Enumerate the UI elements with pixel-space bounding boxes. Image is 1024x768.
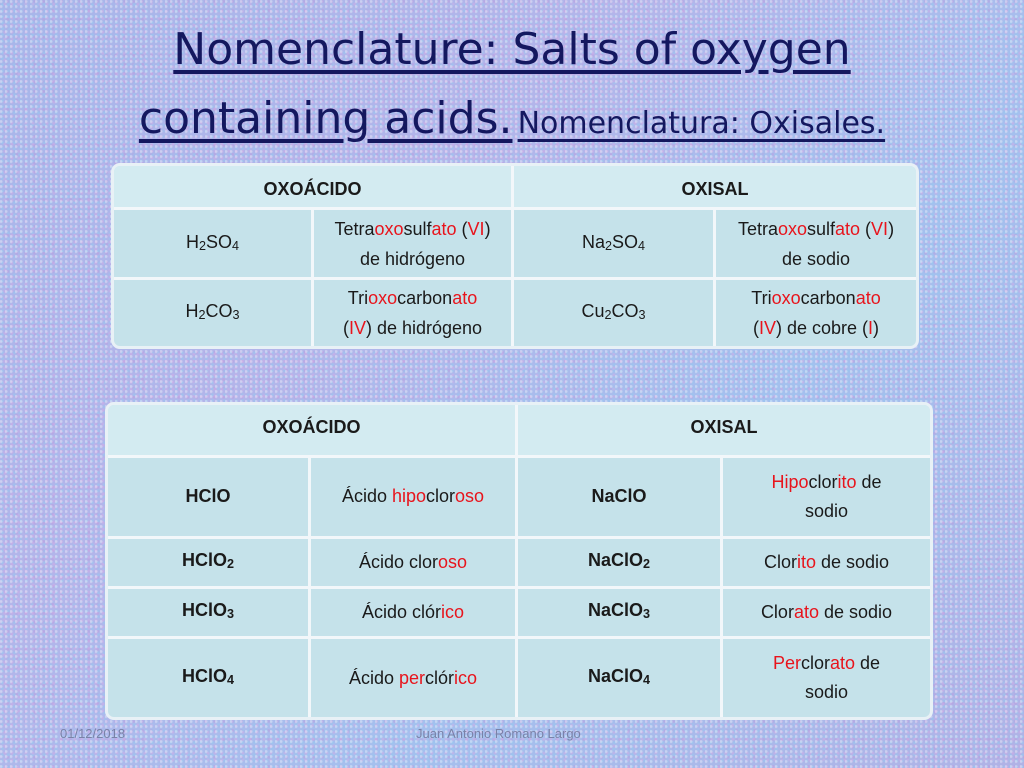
name-text: carbon <box>800 287 856 308</box>
formula-text: SO <box>612 231 639 252</box>
name-text: ( <box>860 218 872 239</box>
salt-formula <box>518 458 723 540</box>
highlight-text: oxo <box>374 218 404 239</box>
title-main-continued: containing acids. <box>138 93 513 144</box>
name-text: sulf <box>807 218 836 239</box>
name-text: clor <box>426 486 456 507</box>
acid-formula <box>114 280 314 346</box>
header-oxoacido: OXOÁCIDO <box>114 166 514 210</box>
name-text: clór <box>425 667 455 688</box>
highlight-text: Per <box>772 653 801 674</box>
highlight-text: ato <box>452 287 478 308</box>
formula-subscript: 4 <box>226 672 234 687</box>
highlight-text: ico <box>454 667 478 688</box>
name-text: Tri <box>347 287 369 308</box>
formula-text: SO <box>205 231 232 252</box>
name-text: Clor <box>760 602 794 623</box>
formula-subscript: 2 <box>226 557 234 572</box>
salt-name <box>723 539 930 589</box>
table-row <box>114 210 916 279</box>
highlight-text: ito <box>796 552 816 573</box>
acid-name <box>311 539 518 589</box>
table-header-row <box>108 405 930 458</box>
formula-subscript: 2 <box>198 307 206 322</box>
name-text: de <box>856 471 882 492</box>
formula-subscript: 4 <box>643 672 651 687</box>
highlight-text: ato <box>835 218 861 239</box>
name-text: ) <box>888 218 895 239</box>
highlight-text: IV <box>348 317 366 338</box>
formula-text: H <box>185 300 199 321</box>
formula-text: NaClO <box>587 600 643 621</box>
table-row <box>108 639 930 717</box>
acid-formula <box>108 458 311 540</box>
formula-subscript: 3 <box>226 607 234 622</box>
name-text: ( <box>752 317 759 338</box>
acid-formula <box>114 210 314 279</box>
salt-formula <box>518 589 723 639</box>
highlight-text: ato <box>829 653 856 674</box>
acid-name <box>311 589 518 639</box>
formula-subscript: 2 <box>604 307 612 322</box>
salt-formula <box>514 280 716 346</box>
formula-text: Cu <box>581 300 605 321</box>
title-line-2 <box>60 89 964 158</box>
highlight-text: ato <box>793 602 819 623</box>
highlight-text: ico <box>441 602 465 623</box>
highlight-text: hipo <box>391 486 426 507</box>
header-oxisal: OXISAL <box>518 405 930 458</box>
salt-name <box>723 589 930 639</box>
highlight-text: oxo <box>777 218 807 239</box>
name-text: Tetra <box>737 218 778 239</box>
name-text: Tri <box>751 287 772 308</box>
name-text: ) <box>484 218 491 239</box>
salt-name <box>723 639 930 717</box>
formula-text: NaClO <box>587 550 643 571</box>
formula-text: NaClO <box>591 486 647 507</box>
table-row <box>108 539 930 589</box>
formula-subscript: 4 <box>638 238 646 253</box>
highlight-text: I <box>868 317 874 338</box>
name-text: Clor <box>763 552 797 573</box>
salt-formula <box>518 639 723 717</box>
acid-name <box>311 458 518 540</box>
footer-date: 01/12/2018 <box>60 726 126 741</box>
formula-text: Na <box>581 231 605 252</box>
highlight-text: VI <box>467 218 485 239</box>
name-text: Ácido <box>348 667 399 688</box>
name-text: clor <box>808 471 838 492</box>
highlight-text: ato <box>431 218 457 239</box>
name-text: de hidrógeno <box>359 248 466 269</box>
formula-text: HClO <box>185 486 231 507</box>
highlight-text: Hipo <box>771 471 809 492</box>
highlight-text: oso <box>438 552 468 573</box>
highlight-text: VI <box>871 218 889 239</box>
formula-subscript: 3 <box>638 307 646 322</box>
name-text: de sodio <box>815 552 890 573</box>
name-text: ) de cobre ( <box>775 317 869 338</box>
highlight-text: oxo <box>368 287 398 308</box>
footer-author: Juan Antonio Romano Largo <box>416 726 581 741</box>
title-main: Nomenclature: Salts of oxygen <box>173 24 851 75</box>
formula-text: HClO <box>181 600 227 621</box>
highlight-text: ato <box>855 287 881 308</box>
acid-name <box>314 280 514 346</box>
title-spanish: Nomenclatura: Oxisales. <box>517 106 886 141</box>
highlight-text: per <box>398 667 425 688</box>
name-text: Tetra <box>334 218 375 239</box>
highlight-text: IV <box>758 317 776 338</box>
formula-text: CO <box>611 300 639 321</box>
acid-formula <box>108 539 311 589</box>
acid-name <box>314 210 514 279</box>
formula-subscript: 2 <box>198 238 206 253</box>
nomenclature-table-2 <box>108 405 930 717</box>
table-row <box>114 280 916 346</box>
formula-subscript: 2 <box>604 238 612 253</box>
salt-name <box>716 280 916 346</box>
salt-name <box>723 458 930 540</box>
nomenclature-table-1 <box>114 166 916 346</box>
name-text: ) de hidrógeno <box>365 317 483 338</box>
acid-formula <box>108 639 311 717</box>
header-oxisal: OXISAL <box>514 166 916 210</box>
name-text: de sodio <box>818 602 893 623</box>
title-line-1 <box>60 20 964 89</box>
salt-formula <box>518 539 723 589</box>
acid-name <box>311 639 518 717</box>
salt-formula <box>514 210 716 279</box>
name-text: sodio <box>804 500 849 521</box>
slide-title <box>60 20 964 158</box>
formula-subscript: 3 <box>643 607 651 622</box>
name-text: ( <box>342 317 349 338</box>
salt-name <box>716 210 916 279</box>
name-text: de sodio <box>781 248 851 269</box>
name-text: Ácido clór <box>361 602 441 623</box>
header-oxoacido: OXOÁCIDO <box>108 405 518 458</box>
name-text: clor <box>800 653 830 674</box>
formula-text: HClO <box>181 550 227 571</box>
table-row <box>108 589 930 639</box>
formula-text: CO <box>205 300 233 321</box>
acid-formula <box>108 589 311 639</box>
formula-subscript: 4 <box>232 238 240 253</box>
highlight-text: ito <box>837 471 857 492</box>
formula-subscript: 2 <box>643 557 651 572</box>
highlight-text: oso <box>455 486 485 507</box>
highlight-text: oxo <box>771 287 801 308</box>
name-text: sulf <box>403 218 432 239</box>
name-text: ( <box>456 218 468 239</box>
name-text: de <box>855 653 881 674</box>
name-text: sodio <box>804 682 849 703</box>
formula-text: H <box>185 231 199 252</box>
name-text: Ácido <box>341 486 392 507</box>
name-text: carbon <box>397 287 453 308</box>
table-row <box>108 458 930 540</box>
name-text: Ácido clor <box>358 552 438 573</box>
formula-subscript: 3 <box>232 307 240 322</box>
formula-text: NaClO <box>587 665 643 686</box>
name-text: ) <box>873 317 880 338</box>
table-header-row <box>114 166 916 210</box>
formula-text: HClO <box>181 665 227 686</box>
